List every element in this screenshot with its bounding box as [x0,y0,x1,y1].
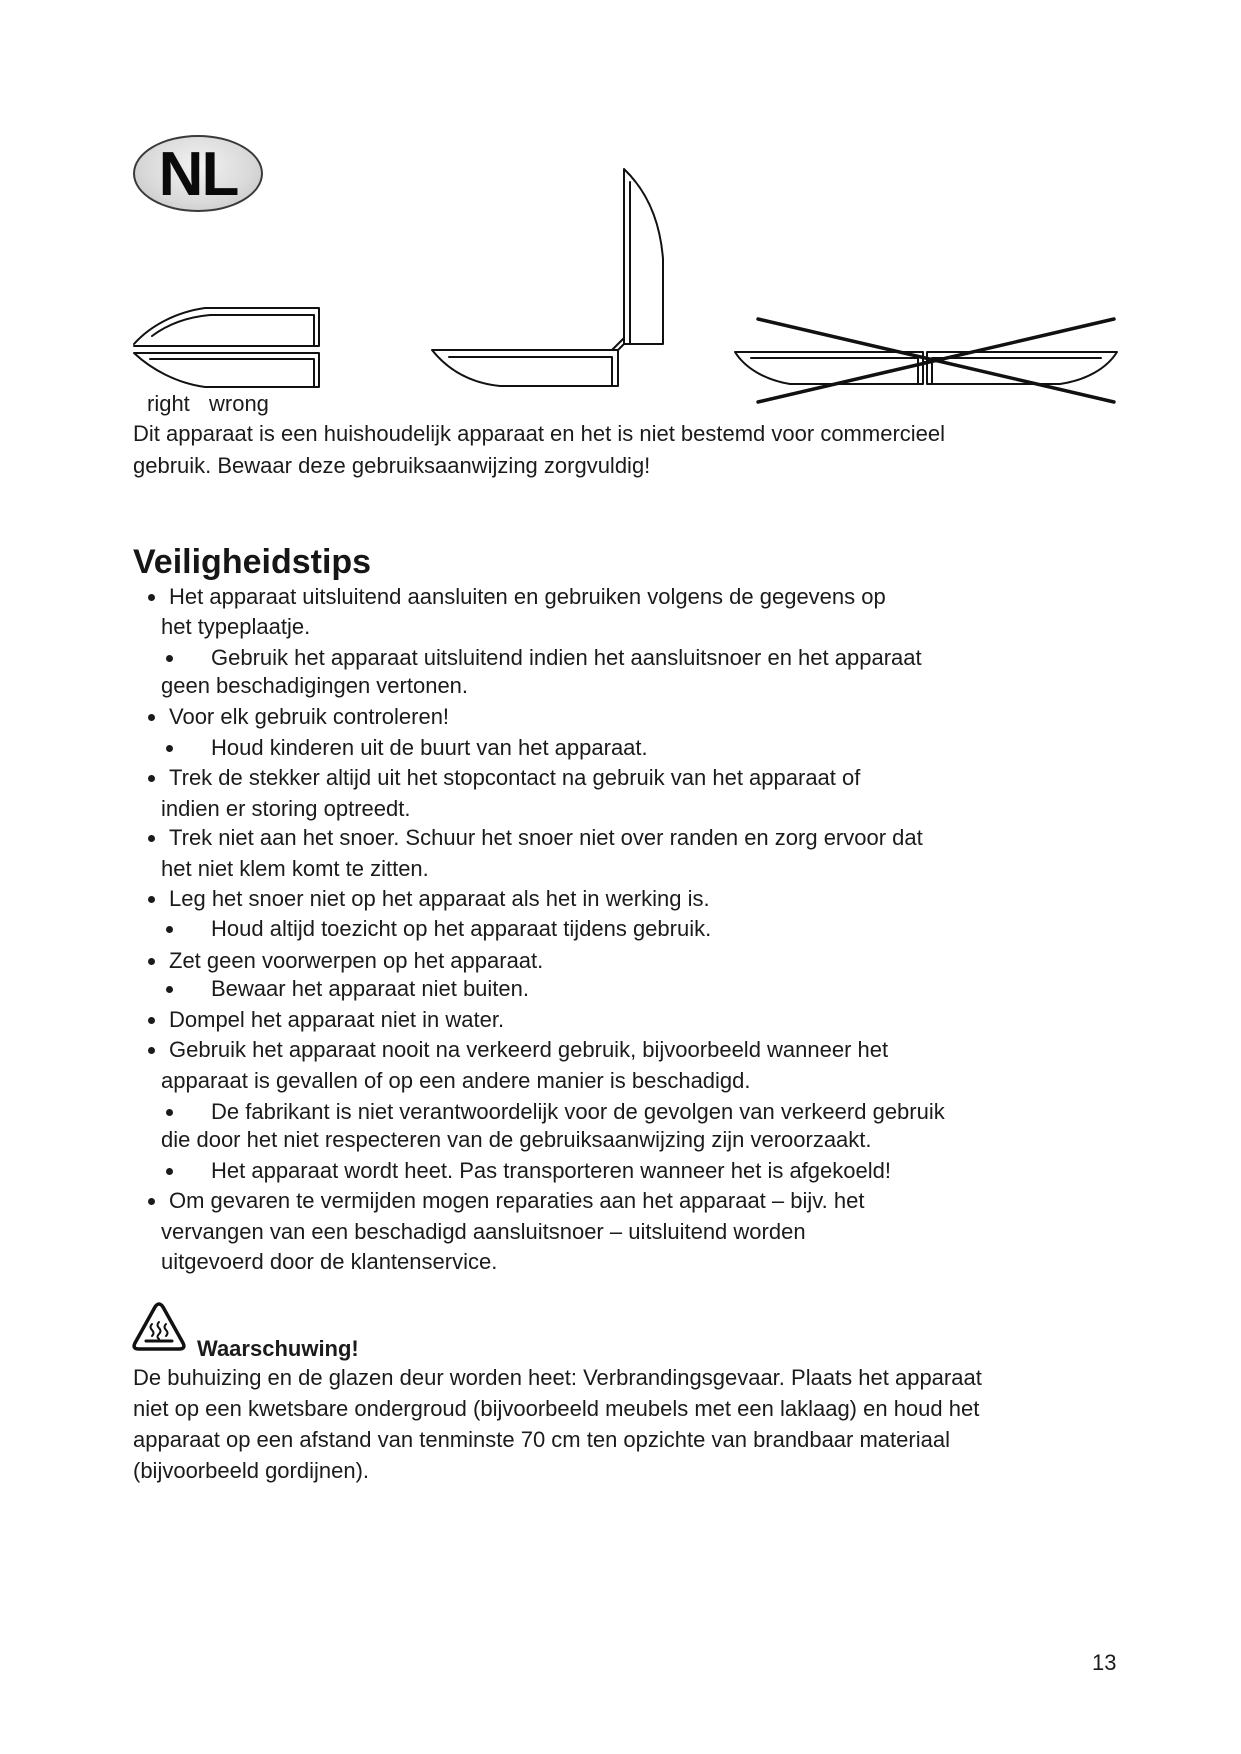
list-item-line: uitgevoerd door de klantenservice. [161,1249,498,1274]
list-item-line: indien er storing optreedt. [161,796,411,821]
list-item-line: Om gevaren te vermijden mogen reparaties aan het apparaat – bijv. het [169,1188,865,1213]
diagram-open-appliance [432,169,663,386]
list-item-line: het niet klem komt te zitten. [161,856,429,881]
caption-right: right [147,391,190,416]
section-title: Veiligheidstips [133,543,372,581]
open-hinge [612,338,624,350]
warning-line: niet op een kwetsbare ondergroud (bijvoorbeeld meubels met een laklaag) en houd het [133,1396,980,1421]
list-item-line: Houd altijd toezicht op het apparaat tijdens gebruik. [211,916,712,941]
list-item-line: Houd kinderen uit de buurt van het apparaat. [211,735,648,760]
list-item-line: Gebruik het apparaat nooit na verkeerd gebruik, bijvoorbeeld wanneer het [169,1037,889,1062]
list-item-line: Het apparaat wordt heet. Pas transporteren wanneer het is afgekoeld! [211,1158,891,1183]
list-item-line: Bewaar het apparaat niet buiten. [211,976,530,1001]
warning-line: (bijvoorbeeld gordijnen). [133,1458,370,1483]
open-base-outline [432,350,618,386]
list-item-line: Zet geen voorwerpen op het apparaat. [169,948,544,973]
hot-surface-warning-icon [132,1302,186,1352]
list-item-line: Leg het snoer niet op het apparaat als het in werking is. [169,886,710,911]
list-item-line: vervangen van een beschadigd aansluitsnoer – uitsluitend worden [161,1219,806,1244]
list-item-line: Trek niet aan het snoer. Schuur het snoer niet over randen en zorg ervoor dat [169,825,923,850]
list-item-line: Gebruik het apparaat uitsluitend indien het aansluitsnoer en het apparaat [211,645,922,670]
caption-wrong: wrong [209,391,269,416]
open-base-inner-line [449,357,612,386]
list-item-line: die door het niet respecteren van de gebruiksaanwijzing zijn veroorzaakt. [161,1127,872,1152]
language-badge-label: NL [158,139,238,209]
list-item-line: De fabrikant is niet verantwoordelijk voor de gevolgen van verkeerd gebruik [211,1099,945,1124]
warning-title: Waarschuwing! [197,1336,359,1361]
list-item-line: apparaat is gevallen of op een andere manier is beschadigd. [161,1068,751,1093]
list-item-line: Het apparaat uitsluitend aansluiten en gebruiken volgens de gegevens op [169,584,886,609]
intro-line: Dit apparaat is een huishoudelijk apparaat en het is niet bestemd voor commercieel [133,421,946,446]
list-item-line: Dompel het apparaat niet in water. [169,1007,505,1032]
usage-diagrams [0,0,1241,420]
closed-lid-inner-line [152,315,314,346]
closed-base-inner-line [150,359,314,387]
closed-lid-outline [134,308,319,346]
diagram-flat-appliance-wrong [735,319,1117,402]
list-item-line: Voor elk gebruik controleren! [169,704,450,729]
list-item-line: Trek de stekker altijd uit het stopcontact na gebruik van het apparaat of [169,765,861,790]
warning-line: apparaat op een afstand van tenminste 70 cm ten opzichte van brandbaar materiaal [133,1427,950,1452]
intro-line: gebruik. Bewaar deze gebruiksaanwijzing zorgvuldig! [133,453,651,478]
page-number: 13 [1092,1650,1117,1675]
warning-line: De buhuizing en de glazen deur worden heet: Verbrandingsgevaar. Plaats het apparaat [133,1365,982,1390]
diagram-closed-appliance [134,308,319,387]
list-item-line: het typeplaatje. [161,614,311,639]
list-item-line: geen beschadigingen vertonen. [161,673,469,698]
flat-left-plate [735,352,923,384]
